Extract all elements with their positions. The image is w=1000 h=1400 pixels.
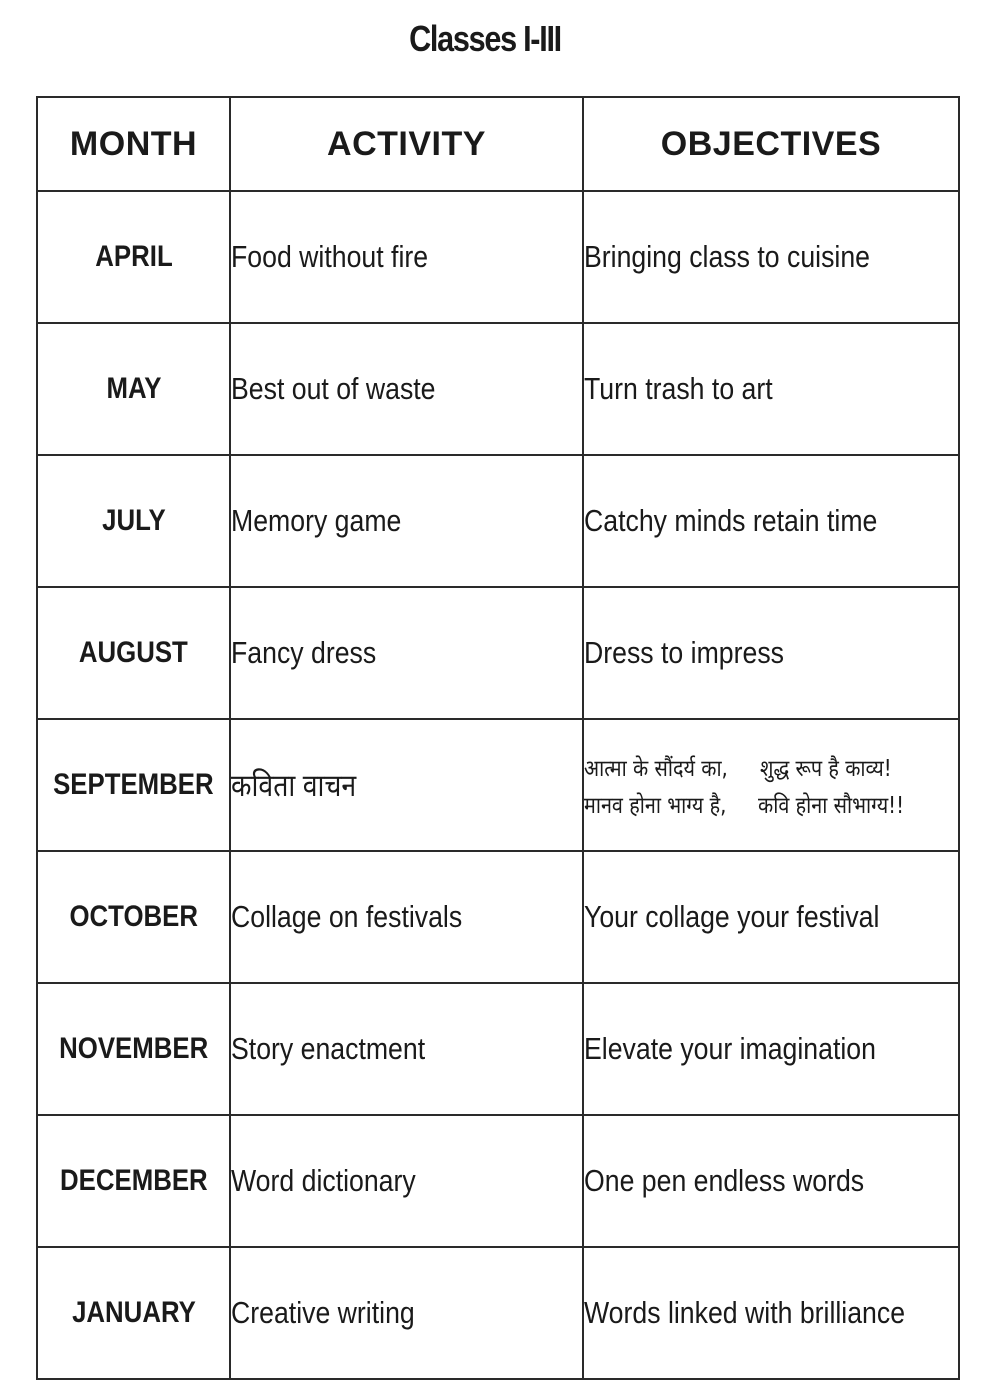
month-cell	[37, 323, 230, 455]
objectives-column-header: OBJECTIVES	[583, 97, 959, 191]
objective-verse-line: कवि होना सौभाग्य!!	[758, 793, 905, 819]
activity-cell	[230, 1247, 583, 1379]
objective-cell	[583, 719, 959, 851]
month-label: AUGUST	[79, 636, 188, 669]
activity-column-header: ACTIVITY	[230, 97, 583, 191]
activity-cell	[230, 191, 583, 323]
activity-label: Story enactment	[231, 1031, 426, 1066]
month-label: SEPTEMBER	[53, 768, 214, 801]
month-label: APRIL	[94, 240, 173, 273]
objective-cell	[583, 1247, 959, 1379]
objective-cell	[583, 851, 959, 983]
table-row	[37, 719, 959, 851]
table-row	[37, 983, 959, 1115]
objective-label: Your collage your festival	[584, 899, 880, 934]
objective-cell	[583, 983, 959, 1115]
month-cell	[37, 719, 230, 851]
table-row	[37, 851, 959, 983]
activity-label: Word dictionary	[231, 1163, 416, 1198]
objective-cell	[583, 1115, 959, 1247]
month-cell	[37, 455, 230, 587]
header-row	[37, 97, 959, 191]
activity-schedule-table	[36, 96, 960, 1380]
month-cell	[37, 587, 230, 719]
objective-label: Words linked with brilliance	[584, 1295, 906, 1330]
activity-label: Collage on festivals	[231, 899, 463, 934]
month-label: DECEMBER	[59, 1164, 208, 1197]
objective-label: Elevate your imagination	[584, 1031, 876, 1066]
activity-label: Food without fire	[231, 239, 429, 274]
month-label: JANUARY	[71, 1296, 196, 1329]
activity-cell	[230, 1115, 583, 1247]
month-cell	[37, 851, 230, 983]
activity-cell	[230, 719, 583, 851]
activity-label: Creative writing	[231, 1295, 415, 1330]
objective-label: Bringing class to cuisine	[584, 239, 871, 274]
objective-verse-line: आत्मा के सौंदर्य का,	[584, 756, 728, 782]
activity-cell	[230, 587, 583, 719]
activity-label: कविता वाचन	[231, 768, 357, 803]
table-row	[37, 455, 959, 587]
objective-verse-line: शुद्ध रूप है काव्य!	[759, 756, 892, 782]
activity-cell	[230, 323, 583, 455]
month-cell	[37, 1247, 230, 1379]
table-row	[37, 1247, 959, 1379]
objective-cell	[583, 455, 959, 587]
activity-cell	[230, 983, 583, 1115]
objective-label: Catchy minds retain time	[584, 503, 878, 538]
objective-label: Dress to impress	[584, 635, 784, 670]
month-cell	[37, 983, 230, 1115]
activity-label: Best out of waste	[231, 371, 436, 406]
objective-cell	[583, 191, 959, 323]
month-label: JULY	[101, 504, 166, 537]
activity-label: Memory game	[231, 503, 402, 538]
month-cell	[37, 1115, 230, 1247]
table-row	[37, 323, 959, 455]
objective-label: One pen endless words	[584, 1163, 865, 1198]
objective-label: Turn trash to art	[584, 371, 773, 406]
objective-cell	[583, 323, 959, 455]
table-row	[37, 587, 959, 719]
month-label: MAY	[106, 372, 161, 405]
table-row	[37, 1115, 959, 1247]
month-cell	[37, 191, 230, 323]
activity-cell	[230, 455, 583, 587]
month-column-header: MONTH	[37, 97, 230, 191]
objective-verse-line: मानव होना भाग्य है,	[584, 793, 727, 819]
objective-cell	[583, 587, 959, 719]
page-title: Classes I-III	[409, 18, 561, 59]
activity-label: Fancy dress	[231, 635, 377, 670]
month-label: OCTOBER	[69, 900, 198, 933]
activity-cell	[230, 851, 583, 983]
table-row	[37, 191, 959, 323]
month-label: NOVEMBER	[58, 1032, 209, 1065]
